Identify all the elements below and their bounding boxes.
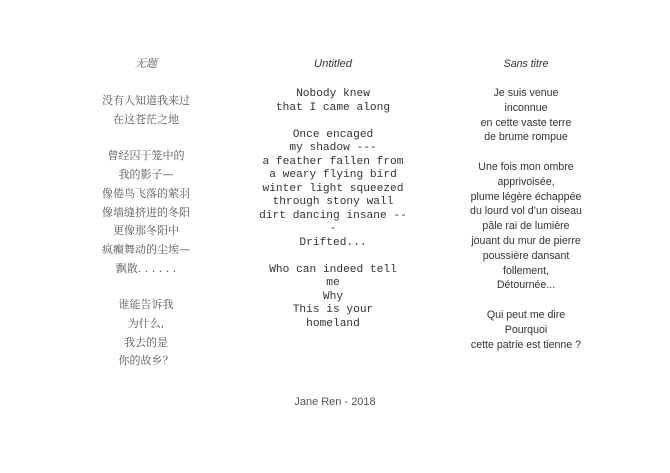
stanza-french xyxy=(446,160,606,293)
poem-chinese xyxy=(86,56,206,371)
poem-line-french: Pourquoi xyxy=(504,323,548,336)
poem-french xyxy=(446,56,606,352)
poem-line-chinese: 像倦鸟飞落的萦羽 xyxy=(102,186,190,200)
poem-line-chinese: 更像那冬阳中 xyxy=(113,224,179,238)
poem-line-english: Drifted... xyxy=(299,236,367,249)
poem-line-french: plume légère échappée xyxy=(470,190,582,203)
poem-line-english: a weary flying bird xyxy=(269,169,397,181)
stanzas-french xyxy=(446,86,606,352)
poem-line-french: pâle rai de lumière xyxy=(482,220,570,233)
poem-line-french: Détournée... xyxy=(496,279,556,292)
stanza-english xyxy=(258,129,408,251)
poem-line-chinese: 为什么, xyxy=(127,317,165,331)
poem-line-english: Nobody knew xyxy=(296,88,370,100)
poem-line-chinese: 没有人知道我来过 xyxy=(102,94,190,107)
stanza-english xyxy=(258,88,408,115)
poem-line-chinese: 疯癫舞动的尘埃— xyxy=(102,242,190,256)
author-signature: Jane Ren - 2018 xyxy=(294,396,376,408)
poem-line-french: poussière dansant xyxy=(482,249,570,262)
stanza-french xyxy=(446,308,606,352)
poem-line-french: inconnue xyxy=(504,101,548,114)
poem-english xyxy=(258,56,408,331)
stanza-chinese xyxy=(86,92,206,129)
poem-line-french: Je suis venue xyxy=(493,87,559,99)
poem-line-french: en cette vaste terre xyxy=(480,116,572,129)
poem-line-english: - xyxy=(329,223,337,235)
poem-line-chinese: 谁能告诉我 xyxy=(118,298,174,312)
poem-line-chinese: 曾经囚于笼中的 xyxy=(107,149,185,163)
stanza-chinese xyxy=(86,147,206,278)
poem-title-english: Untitled xyxy=(314,58,352,70)
poem-line-chinese: 你的故乡？ xyxy=(118,354,174,368)
stanza-english xyxy=(258,264,408,332)
poem-line-english: winter light squeezed xyxy=(262,182,404,195)
stanza-french xyxy=(446,86,606,145)
poem-line-chinese: 像墙缝挤进的冬阳 xyxy=(102,205,190,219)
poem-line-chinese: 在这苍茫之地 xyxy=(113,112,179,126)
poem-line-english: my shadow --- xyxy=(289,142,377,154)
poem-line-french: jouant du mur de pierre xyxy=(471,234,581,247)
poem-line-english: dirt dancing insane -- xyxy=(259,209,407,222)
poem-line-french: du lourd vol d’un oiseau xyxy=(470,205,582,218)
poem-line-english: through stony wall xyxy=(272,196,394,208)
poem-line-english: me xyxy=(326,277,340,289)
stanzas-english xyxy=(258,88,408,331)
poem-line-french: follement, xyxy=(503,264,549,277)
poem-line-english: Why xyxy=(322,290,344,303)
poem-line-english: This is your xyxy=(292,304,374,316)
poem-line-english: a feather fallen from xyxy=(262,155,404,168)
poem-line-english: that I came along xyxy=(275,101,391,114)
stanzas-chinese xyxy=(86,92,206,371)
poem-line-french: cette patrie est tienne ? xyxy=(470,338,582,351)
poem-line-english: homeland xyxy=(306,317,360,330)
poem-line-french: de brume rompue xyxy=(484,131,568,144)
poem-line-chinese: 飘散. . . . . . xyxy=(115,261,177,275)
poem-line-french: Qui peut me dire xyxy=(486,308,566,321)
stanza-chinese xyxy=(86,296,206,371)
poem-line-english: Who can indeed tell xyxy=(269,263,397,276)
poem-line-chinese: 我的影子— xyxy=(118,168,174,182)
poem-title-french: Sans titre xyxy=(503,58,549,70)
poem-line-french: apprivoisée, xyxy=(497,175,555,188)
poem-line-french: Une fois mon ombre xyxy=(478,160,574,173)
poem-line-english: Once encaged xyxy=(292,128,374,141)
poem-line-chinese: 我去的是 xyxy=(124,335,168,349)
poem-title-chinese: 无题 xyxy=(135,57,157,70)
